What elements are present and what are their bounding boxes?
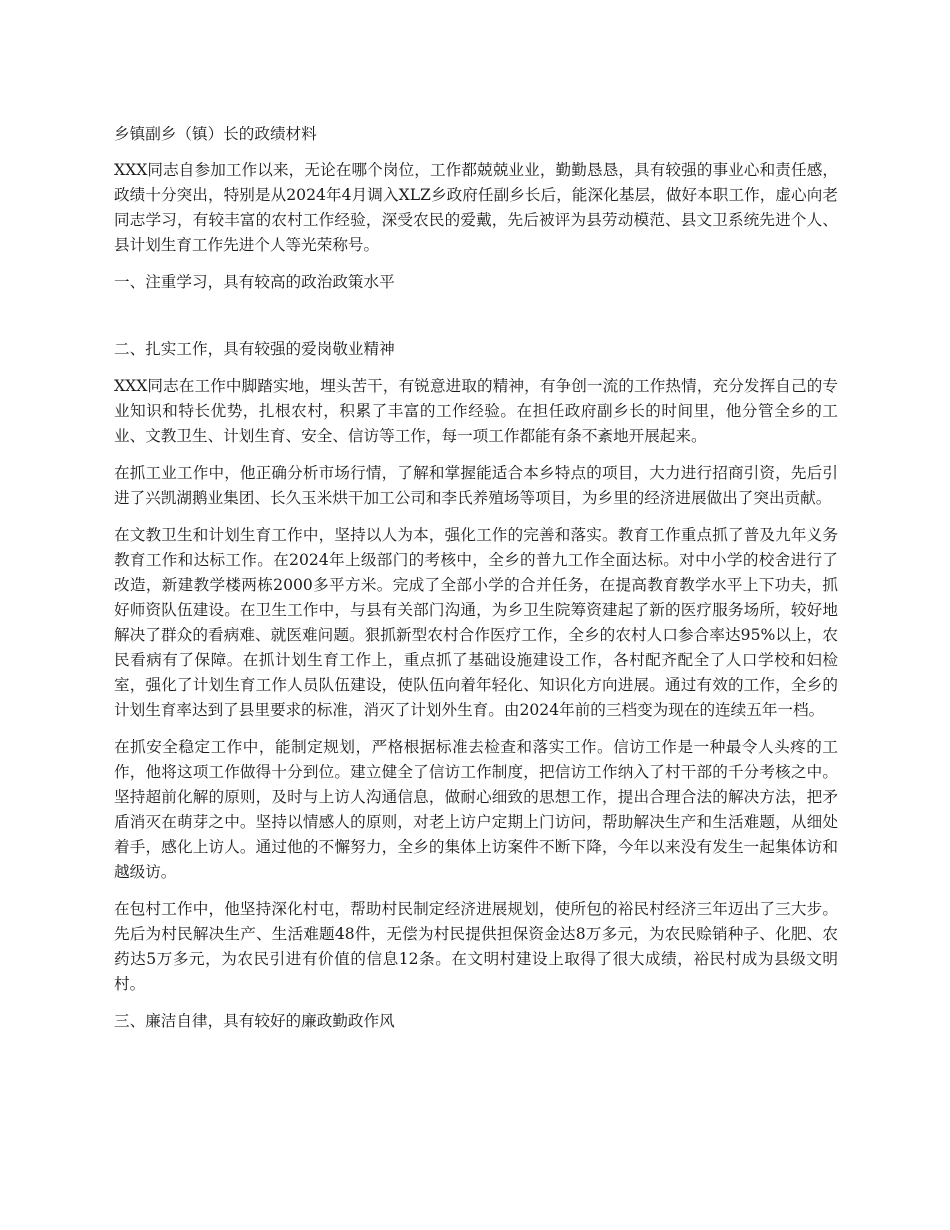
document-page	[114, 122, 838, 1046]
section-heading-2: 二、扎实工作，具有较强的爱岗敬业精神	[114, 340, 395, 358]
document-title: 乡镇副乡（镇）长的政绩材料	[114, 125, 317, 143]
body-paragraph: XXX同志在工作中脚踏实地，埋头苦干，有锐意进取的精神，有争创一流的工作热情，充分发挥自己的专业知识和特长优势，扎根农村，积累了丰富的工作经验。在担任政府副乡长的时间里，他分管全乡的工业、文教卫生、计划生育、安全、信访等工作，每一项工作都能有条不紊地开展起来。	[114, 377, 838, 445]
body-paragraph: 在文教卫生和计划生育工作中，坚持以人为本，强化工作的完善和落实。教育工作重点抓了普及九年义务教育工作和达标工作。在2024年上级部门的考核中，全乡的普九工作全面达标。对中小学的校舍进行了改造，新建教学楼两栋2000多平方米。完成了全部小学的合并任务，在提高教育教学水平上下功夫，抓好师资队伍建设。在卫生工作中，与县有关部门沟通，为乡卫生院筹资建起了新的医疗服务场所，较好地解决了群众的看病难、就医难问题。狠抓新型农村合作医疗工作，全乡的农村人口参合率达95%以上，农民看病有了保障。在抓计划生育工作上，重点抓了基础设施建设工作，各村配齐配全了人口学校和妇检室，强化了计划生育工作人员队伍建设，使队伍向着年轻化、知识化方向进展。通过有效的工作，全乡的计划生育率达到了县里要求的标准，消灭了计划外生育。由2024年前的三档变为现在的连续五年一档。	[114, 526, 838, 719]
section-heading-3: 三、廉洁自律，具有较好的廉政勤政作风	[114, 1012, 395, 1030]
body-paragraph: 在包村工作中，他坚持深化村屯，帮助村民制定经济进展规划，使所包的裕民村经济三年迈出了三大步。先后为村民解决生产、生活难题48件，无偿为村民提供担保资金达8万多元，为农民赊销种子、化肥、农药达5万多元，为农民引进有价值的信息12条。在文明村建设上取得了很大成绩，裕民村成为县级文明村。	[114, 900, 838, 993]
intro-paragraph: XXX同志自参加工作以来，无论在哪个岗位，工作都兢兢业业，勤勤恳恳，具有较强的事业心和责任感，政绩十分突出，特别是从2024年4月调入XLZ乡政府任副乡长后，能深化基层，做好本职工作，虚心向老同志学习，有较丰富的农村工作经验，深受农民的爱戴，先后被评为县劳动模范、县文卫系统先进个人、县计划生育工作先进个人等光荣称号。	[114, 161, 838, 254]
section-heading-1: 一、注重学习，具有较高的政治政策水平	[114, 273, 395, 291]
body-paragraph: 在抓工业工作中，他正确分析市场行情，了解和掌握能适合本乡特点的项目，大力进行招商引资，先后引进了兴凯湖鹅业集团、长久玉米烘干加工公司和李氏养殖场等项目，为乡里的经济进展做出了突出贡献。	[114, 464, 838, 507]
blank-spacer	[114, 307, 838, 337]
body-paragraph: 在抓安全稳定工作中，能制定规划，严格根据标准去检查和落实工作。信访工作是一种最令人头疼的工作，他将这项工作做得十分到位。建立健全了信访工作制度，把信访工作纳入了村干部的千分考核之中。坚持超前化解的原则，及时与上访人沟通信息，做耐心细致的思想工作，提出合理合法的解决方法，把矛盾消灭在萌芽之中。坚持以情感人的原则，对老上访户定期上门访问，帮助解决生产和生活难题，从细处着手，感化上访人。通过他的不懈努力，全乡的集体上访案件不断下降，今年以来没有发生一起集体访和越级访。	[114, 738, 838, 881]
